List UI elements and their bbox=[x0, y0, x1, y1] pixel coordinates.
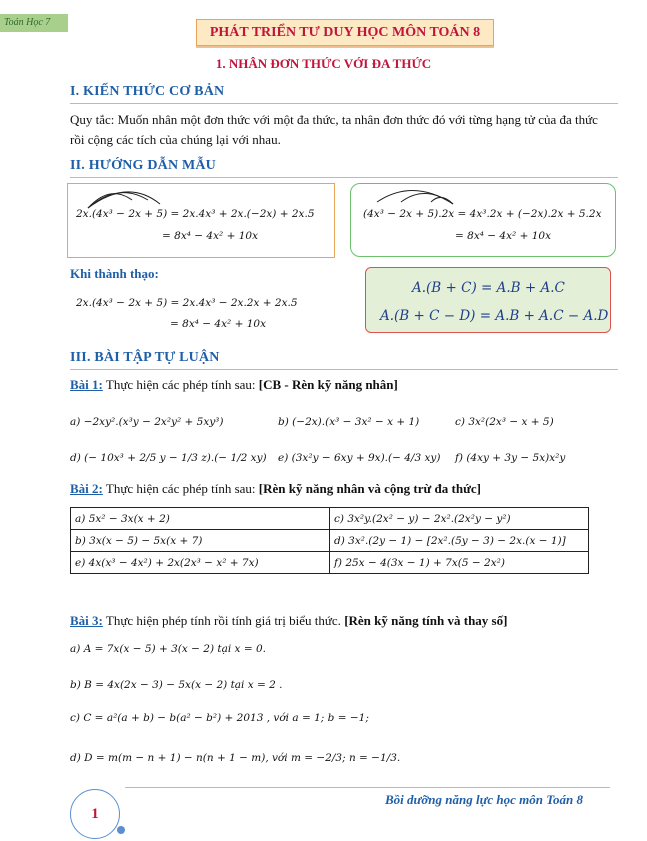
bai1-item-f: f) (4xy + 3y − 5x)x²y bbox=[455, 452, 566, 464]
page-number: 1 bbox=[70, 789, 120, 839]
fluent-line2: = 8x⁴ − 4x² + 10x bbox=[170, 318, 266, 330]
bai1-item-c: c) 3x²(2x³ − x + 5) bbox=[455, 416, 554, 428]
section-1-heading: I. KIẾN THỨC CƠ BẢN bbox=[70, 84, 225, 99]
example-left-line2: = 8x⁴ − 4x² + 10x bbox=[162, 230, 258, 242]
bai1-text: Thực hiện các phép tính sau: bbox=[102, 377, 259, 392]
bai3-item-d: d) D = m(m − n + 1) − n(n + 1 − m), với m = −2/3; n = −1/3. bbox=[70, 752, 401, 764]
bai2-tag: [Rèn kỹ năng nhân và cộng trừ đa thức] bbox=[258, 481, 481, 496]
table-row bbox=[71, 508, 589, 530]
bai3-text: Thực hiện phép tính rồi tính giá trị biểu thức. bbox=[102, 613, 345, 628]
bai1-item-a: a) −2xy².(x³y − 2x²y² + 5xy³) bbox=[70, 416, 224, 428]
bai1-tag: [CB - Rèn kỹ năng nhân] bbox=[258, 377, 398, 392]
section-3-heading: III. BÀI TẬP TỰ LUẬN bbox=[70, 350, 220, 365]
bai2-table bbox=[70, 507, 589, 574]
section-2-heading: II. HƯỚNG DẪN MẪU bbox=[70, 158, 216, 173]
example-left-box bbox=[67, 183, 335, 258]
bai2-label: Bài 2: bbox=[70, 481, 103, 496]
fluent-line1: 2x.(4x³ − 2x + 5) = 2x.4x³ − 2x.2x + 2x.5 bbox=[76, 297, 298, 309]
bai2-cell-d: d) 3x².(2y − 1) − [2x².(5y − 3) − 2x.(x − 1)] bbox=[330, 530, 589, 552]
header-tag: Toán Học 7 bbox=[0, 14, 68, 32]
rule-line1: A.(B + C) = A.B + A.C bbox=[412, 280, 565, 296]
example-right-box bbox=[350, 183, 616, 257]
rule-line2: A.(B + C − D) = A.B + A.C − A.D bbox=[380, 308, 609, 324]
bai3-tag: [Rèn kỹ năng tính và thay số] bbox=[344, 613, 508, 628]
bai1-heading bbox=[70, 377, 398, 393]
bai2-cell-b: b) 3x(x − 5) − 5x(x + 7) bbox=[71, 530, 330, 552]
rule-paragraph: Quy tắc: Muốn nhân một đơn thức với một đa thức, ta nhân đơn thức đó với từng hạng tử của đa thức rồi cộng các tích của chúng lại với nhau. bbox=[70, 112, 598, 147]
page-banner-title: PHÁT TRIỂN TƯ DUY HỌC MÔN TOÁN 8 bbox=[196, 19, 494, 46]
page-number-dot bbox=[117, 826, 125, 834]
bai2-cell-a: a) 5x² − 3x(x + 2) bbox=[71, 508, 330, 530]
bai1-label: Bài 1: bbox=[70, 377, 103, 392]
table-row bbox=[71, 552, 589, 574]
bai3-label: Bài 3: bbox=[70, 613, 103, 628]
fluent-label: Khi thành thạo: bbox=[70, 266, 159, 281]
section-1-divider bbox=[70, 103, 618, 104]
bai3-item-c: c) C = a²(a + b) − b(a² − b²) + 2013 , với a = 1; b = −1; bbox=[70, 712, 369, 724]
bai2-cell-c: c) 3x²y.(2x² − y) − 2x².(2x²y − y²) bbox=[330, 508, 589, 530]
lesson-title: 1. NHÂN ĐƠN THỨC VỚI ĐA THỨC bbox=[215, 56, 432, 71]
distribution-arcs-right bbox=[373, 184, 459, 208]
bai2-text: Thực hiện các phép tính sau: bbox=[102, 481, 259, 496]
distribution-arcs bbox=[84, 186, 164, 210]
bai2-cell-e: e) 4x(x³ − 4x²) + 2x(2x³ − x² + 7x) bbox=[71, 552, 330, 574]
distributive-rule-box bbox=[365, 267, 611, 333]
section-2-divider bbox=[70, 177, 618, 178]
bai1-item-b: b) (−2x).(x³ − 3x² − x + 1) bbox=[278, 416, 420, 428]
bai1-item-e: e) (3x²y − 6xy + 9x).(− 4/3 xy) bbox=[278, 452, 441, 464]
bai2-cell-f: f) 25x − 4(3x − 1) + 7x(5 − 2x²) bbox=[330, 552, 589, 574]
section-3-divider bbox=[70, 369, 618, 370]
bai3-heading bbox=[70, 613, 507, 629]
example-right-line2: = 8x⁴ − 4x² + 10x bbox=[455, 230, 551, 242]
example-right-line1: (4x³ − 2x + 5).2x = 4x³.2x + (−2x).2x + 5.2x bbox=[363, 208, 602, 220]
bai1-item-d: d) (− 10x³ + 2/5 y − 1/3 z).(− 1/2 xy) bbox=[70, 452, 267, 464]
example-left-line1: 2x.(4x³ − 2x + 5) = 2x.4x³ + 2x.(−2x) + 2x.5 bbox=[76, 208, 315, 220]
bai3-item-b: b) B = 4x(2x − 3) − 5x(x − 2) tại x = 2 . bbox=[70, 679, 283, 691]
bai2-heading bbox=[70, 481, 481, 497]
bai3-item-a: a) A = 7x(x − 5) + 3(x − 2) tại x = 0. bbox=[70, 643, 266, 655]
table-row bbox=[71, 530, 589, 552]
footer-divider bbox=[125, 787, 610, 788]
footer-text: Bồi dưỡng năng lực học môn Toán 8 bbox=[385, 792, 583, 807]
